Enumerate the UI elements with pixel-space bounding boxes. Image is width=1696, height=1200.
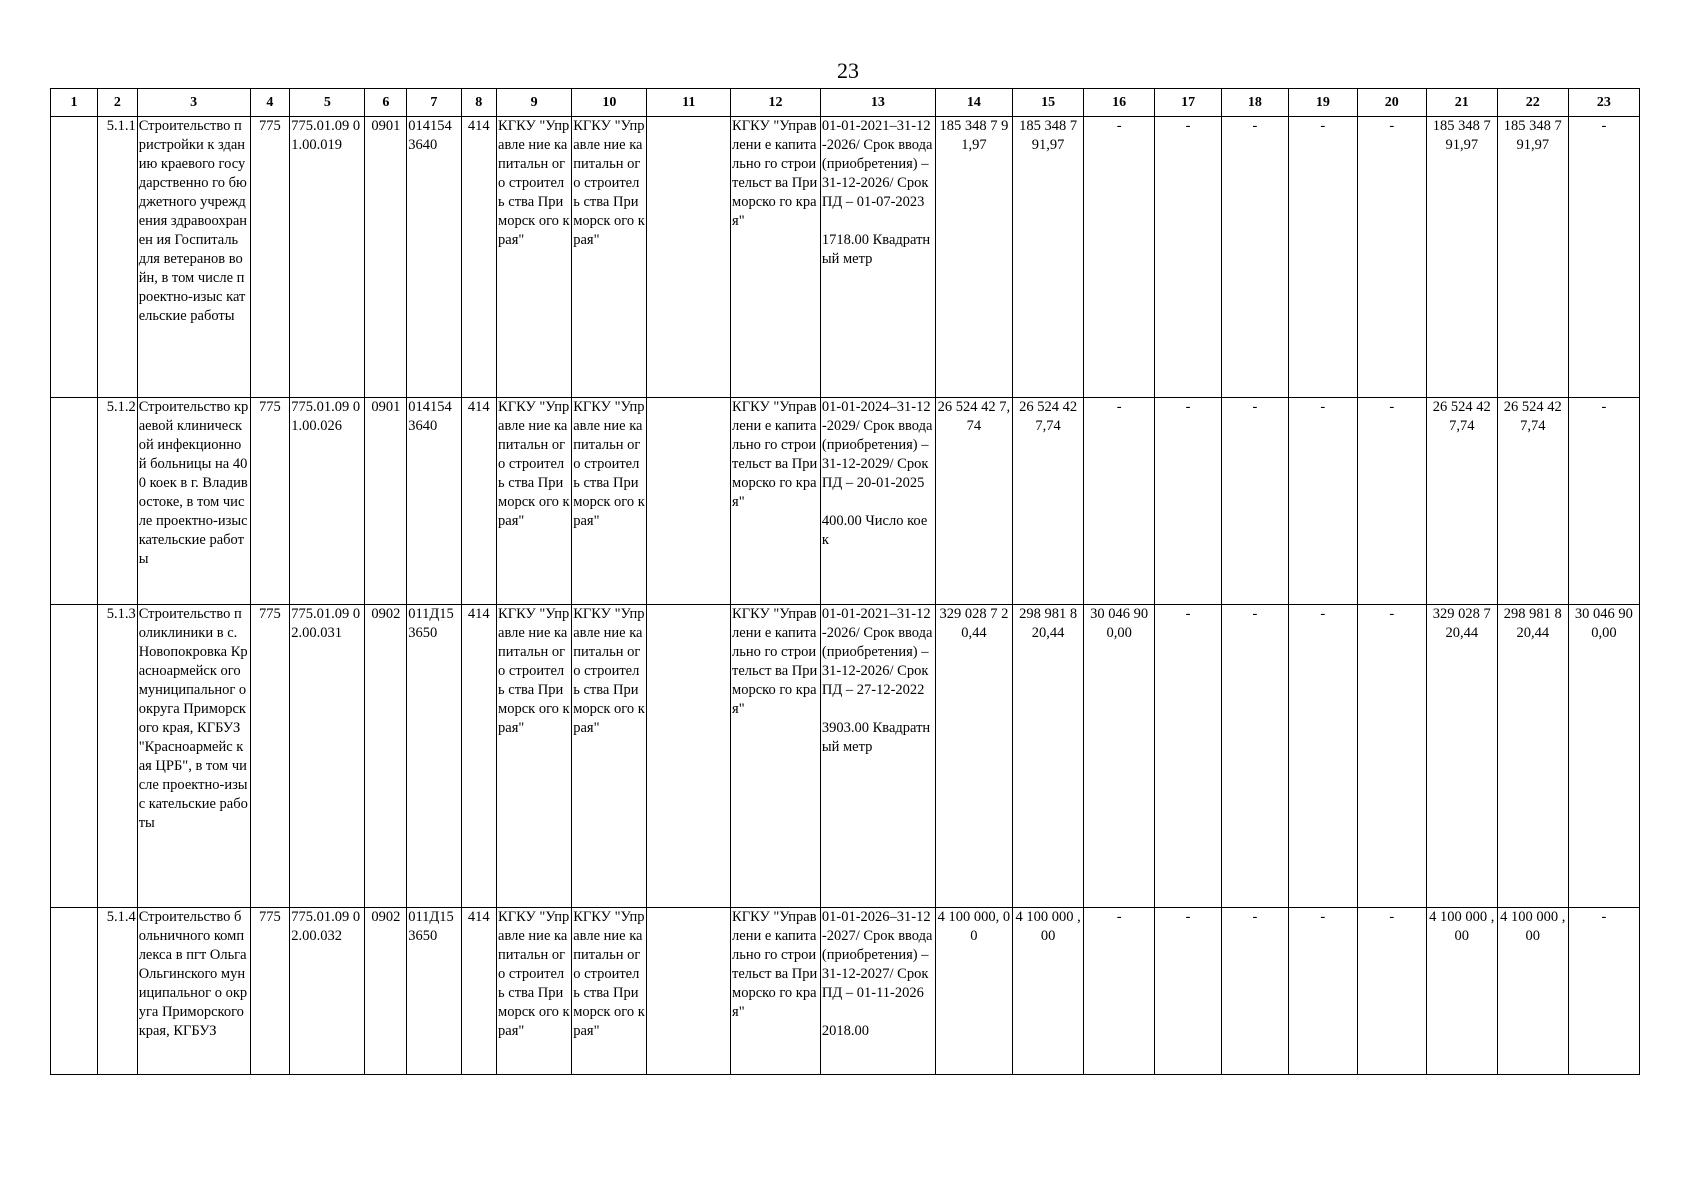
cell-object-name: Строительство поликлиники в с. Новопокровка Красноармейск ого муниципальног о округа Приморского края, КГБУЗ "Красноармейс кая ЦРБ", в том числе проектно-изыс кательские работы (137, 605, 250, 908)
header-row (51, 89, 1640, 117)
cell-col18: - (1222, 605, 1289, 908)
cell-col16: - (1084, 117, 1155, 398)
cell-object-name: Строительство пристройки к зданию краевого государственно го бюджетного учреждения здравоохранен ия Госпиталь для ветеранов войн, в том числе проектно-изыс кательские работы (137, 117, 250, 398)
column-header: 2 (98, 89, 138, 117)
cell-col15: 26 524 42 7,74 (1013, 398, 1084, 605)
column-header: 18 (1222, 89, 1289, 117)
cell-col1 (51, 398, 98, 605)
cell-col16: - (1084, 398, 1155, 605)
cell-item-number: 5.1.3 (98, 605, 138, 908)
cell-col12: КГКУ "Управлени е капитально го строительст ва Приморско го края" (731, 398, 821, 605)
cell-col13: 01-01-2024–31-12-2029/ Срок ввода (приобретения) – 31-12-2029/ Срок ПД – 20-01-2025 400.00 Число коек (820, 398, 935, 605)
cell-col13: 01-01-2026–31-12-2027/ Срок ввода (приобретения) – 31-12-2027/ Срок ПД – 01-11-2026 2018.00 (820, 908, 935, 1075)
cell-col22: 4 100 000 ,00 (1497, 908, 1568, 1075)
cell-col23: 30 046 90 0,00 (1568, 605, 1639, 908)
cell-col9: КГКУ "Управле ние капитальн ого строитель ства Приморск ого края" (497, 605, 572, 908)
cell-col1 (51, 908, 98, 1075)
cell-col5: 775.01.09 01.00.019 (290, 117, 365, 398)
cell-col18: - (1222, 908, 1289, 1075)
cell-col10: КГКУ "Управле ние капитальн ого строитель ства Приморск ого края" (572, 605, 647, 908)
column-header: 8 (461, 89, 497, 117)
column-header: 10 (572, 89, 647, 117)
cell-item-number: 5.1.1 (98, 117, 138, 398)
cell-col12: КГКУ "Управлени е капитально го строительст ва Приморско го края" (731, 908, 821, 1075)
cell-col15: 185 348 7 91,97 (1013, 117, 1084, 398)
cell-col19: - (1288, 605, 1357, 908)
cell-col10: КГКУ "Управле ние капитальн ого строитель ства Приморск ого края" (572, 117, 647, 398)
cell-col22: 26 524 42 7,74 (1497, 398, 1568, 605)
cell-col11 (647, 117, 731, 398)
cell-col18: - (1222, 117, 1289, 398)
cell-col12: КГКУ "Управлени е капитально го строительст ва Приморско го края" (731, 605, 821, 908)
cell-col7: 014154 3640 (407, 117, 461, 398)
cell-col22: 298 981 8 20,44 (1497, 605, 1568, 908)
cell-col5: 775.01.09 02.00.032 (290, 908, 365, 1075)
column-header: 21 (1426, 89, 1497, 117)
cell-col8: 414 (461, 605, 497, 908)
column-header: 7 (407, 89, 461, 117)
cell-col4: 775 (250, 605, 290, 908)
column-header: 16 (1084, 89, 1155, 117)
cell-col17: - (1155, 117, 1222, 398)
cell-object-name: Строительство больничного комплекса в пгт Ольга Ольгинского муниципальног о округа Приморского края, КГБУЗ (137, 908, 250, 1075)
cell-col19: - (1288, 908, 1357, 1075)
cell-col21: 4 100 000 ,00 (1426, 908, 1497, 1075)
cell-col9: КГКУ "Управле ние капитальн ого строитель ства Приморск ого края" (497, 398, 572, 605)
cell-col20: - (1357, 117, 1426, 398)
cell-col6: 0902 (365, 605, 407, 908)
page-number: 23 (837, 58, 859, 83)
cell-col14: 185 348 7 91,97 (935, 117, 1012, 398)
cell-col12: КГКУ "Управлени е капитально го строительст ва Приморско го края" (731, 117, 821, 398)
cell-col15: 4 100 000 ,00 (1013, 908, 1084, 1075)
cell-col17: - (1155, 398, 1222, 605)
cell-col13: 01-01-2021–31-12-2026/ Срок ввода (приобретения) – 31-12-2026/ Срок ПД – 27-12-2022 3903.00 Квадратный метр (820, 605, 935, 908)
cell-col20: - (1357, 398, 1426, 605)
column-header: 20 (1357, 89, 1426, 117)
column-header: 19 (1288, 89, 1357, 117)
cell-col16: 30 046 90 0,00 (1084, 605, 1155, 908)
column-header: 4 (250, 89, 290, 117)
cell-col4: 775 (250, 117, 290, 398)
cell-item-number: 5.1.2 (98, 398, 138, 605)
cell-col14: 329 028 7 20,44 (935, 605, 1012, 908)
cell-col4: 775 (250, 398, 290, 605)
cell-item-number: 5.1.4 (98, 908, 138, 1075)
cell-col9: КГКУ "Управле ние капитальн ого строитель ства Приморск ого края" (497, 908, 572, 1075)
cell-col19: - (1288, 117, 1357, 398)
capital-construction-table (50, 88, 1640, 1075)
cell-col8: 414 (461, 117, 497, 398)
cell-col7: 011Д15 3650 (407, 605, 461, 908)
cell-col13: 01-01-2021–31-12-2026/ Срок ввода (приобретения) – 31-12-2026/ Срок ПД – 01-07-2023 1718.00 Квадратный метр (820, 117, 935, 398)
cell-col5: 775.01.09 02.00.031 (290, 605, 365, 908)
cell-col6: 0902 (365, 908, 407, 1075)
column-header: 17 (1155, 89, 1222, 117)
cell-col21: 185 348 7 91,97 (1426, 117, 1497, 398)
cell-col23: - (1568, 398, 1639, 605)
cell-col17: - (1155, 605, 1222, 908)
column-header: 1 (51, 89, 98, 117)
table-row (51, 117, 1640, 398)
table-row (51, 605, 1640, 908)
cell-col11 (647, 908, 731, 1075)
cell-col22: 185 348 7 91,97 (1497, 117, 1568, 398)
cell-col11 (647, 605, 731, 908)
column-header: 13 (820, 89, 935, 117)
column-header: 12 (731, 89, 821, 117)
cell-col10: КГКУ "Управле ние капитальн ого строитель ства Приморск ого края" (572, 398, 647, 605)
cell-object-name: Строительство краевой клинической инфекционной больницы на 400 коек в г. Владивостоке, в том числе проектно-изыс кательские работы (137, 398, 250, 605)
column-header: 22 (1497, 89, 1568, 117)
cell-col20: - (1357, 908, 1426, 1075)
column-header: 11 (647, 89, 731, 117)
column-header: 6 (365, 89, 407, 117)
table-row (51, 908, 1640, 1075)
column-header: 14 (935, 89, 1012, 117)
column-header: 3 (137, 89, 250, 117)
cell-col7: 014154 3640 (407, 398, 461, 605)
cell-col17: - (1155, 908, 1222, 1075)
column-header: 15 (1013, 89, 1084, 117)
cell-col19: - (1288, 398, 1357, 605)
cell-col11 (647, 398, 731, 605)
cell-col14: 26 524 42 7,74 (935, 398, 1012, 605)
cell-col4: 775 (250, 908, 290, 1075)
cell-col20: - (1357, 605, 1426, 908)
cell-col7: 011Д15 3650 (407, 908, 461, 1075)
cell-col23: - (1568, 117, 1639, 398)
cell-col1 (51, 605, 98, 908)
cell-col5: 775.01.09 01.00.026 (290, 398, 365, 605)
cell-col18: - (1222, 398, 1289, 605)
cell-col6: 0901 (365, 117, 407, 398)
column-header: 9 (497, 89, 572, 117)
cell-col23: - (1568, 908, 1639, 1075)
cell-col10: КГКУ "Управле ние капитальн ого строитель ства Приморск ого края" (572, 908, 647, 1075)
cell-col8: 414 (461, 908, 497, 1075)
cell-col1 (51, 117, 98, 398)
cell-col21: 26 524 42 7,74 (1426, 398, 1497, 605)
cell-col6: 0901 (365, 398, 407, 605)
cell-col9: КГКУ "Управле ние капитальн ого строитель ства Приморск ого края" (497, 117, 572, 398)
column-header: 23 (1568, 89, 1639, 117)
cell-col16: - (1084, 908, 1155, 1075)
cell-col21: 329 028 7 20,44 (1426, 605, 1497, 908)
cell-col8: 414 (461, 398, 497, 605)
cell-col14: 4 100 000, 00 (935, 908, 1012, 1075)
table-row (51, 398, 1640, 605)
column-header: 5 (290, 89, 365, 117)
cell-col15: 298 981 8 20,44 (1013, 605, 1084, 908)
